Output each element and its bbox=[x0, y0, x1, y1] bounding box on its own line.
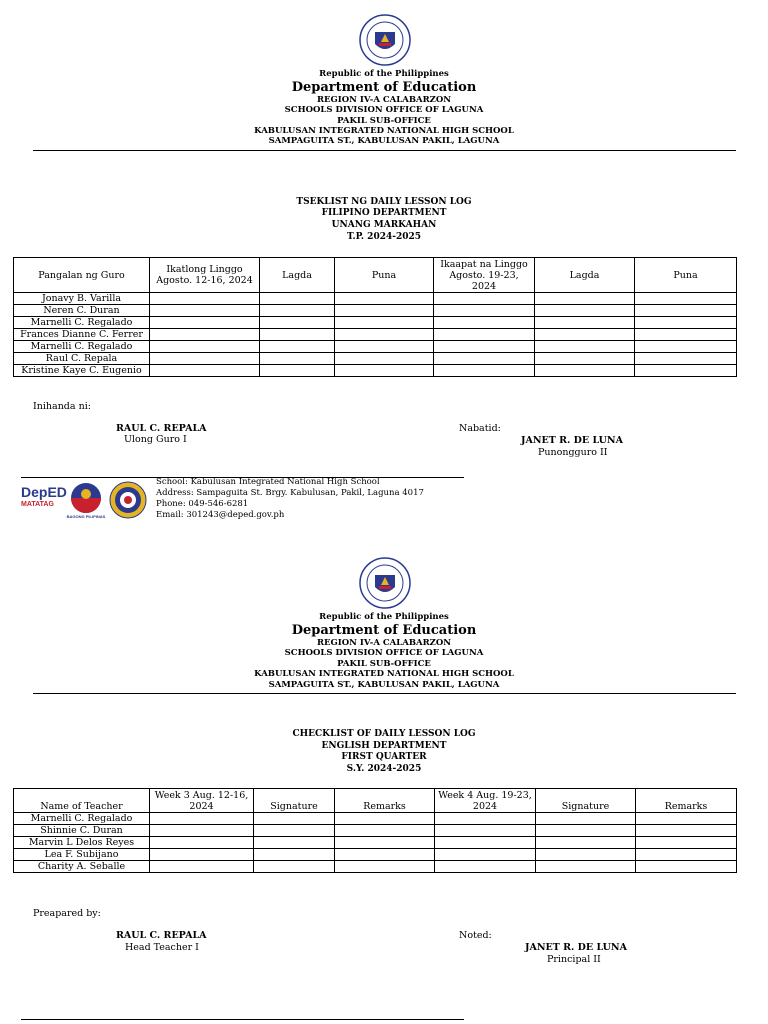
table-row bbox=[14, 293, 737, 305]
teacher-name: Charity A. Seballe bbox=[14, 861, 150, 873]
cell[interactable] bbox=[150, 861, 254, 873]
teacher-name: Raul C. Repala bbox=[14, 353, 150, 365]
header-region: REGION IV-A CALABARZON bbox=[316, 95, 452, 105]
preparer-name: RAUL C. REPALA bbox=[116, 930, 207, 941]
cell[interactable] bbox=[535, 305, 635, 317]
teacher-name: Marnelli C. Regalado bbox=[14, 813, 150, 825]
column-header: Ikaapat na Linggo Agosto. 19-23, 2024 bbox=[434, 258, 535, 293]
column-header: Week 3 Aug. 12-16, 2024 bbox=[150, 789, 254, 813]
cell[interactable] bbox=[635, 341, 737, 353]
cell[interactable] bbox=[535, 293, 635, 305]
table-row bbox=[14, 825, 737, 837]
header-country: Republic of the Philippines bbox=[319, 612, 449, 622]
cell[interactable] bbox=[150, 341, 260, 353]
noter-title: Punongguro II bbox=[538, 447, 608, 458]
cell[interactable] bbox=[335, 317, 434, 329]
teacher-name: Lea F. Subijano bbox=[14, 849, 150, 861]
school-seal-icon bbox=[109, 481, 147, 519]
cell[interactable] bbox=[434, 305, 535, 317]
footer-phone: Phone: 049-546-6281 bbox=[156, 499, 249, 509]
cell[interactable] bbox=[150, 849, 254, 861]
cell[interactable] bbox=[150, 365, 260, 377]
cell[interactable] bbox=[335, 825, 435, 837]
cell[interactable] bbox=[150, 317, 260, 329]
eng-title-2: ENGLISH DEPARTMENT bbox=[321, 741, 447, 751]
noter-name: JANET R. DE LUNA bbox=[525, 942, 627, 953]
eng-title-4: S.Y. 2024-2025 bbox=[346, 764, 422, 774]
teacher-name: Shinnie C. Duran bbox=[14, 825, 150, 837]
header-address: SAMPAGUITA ST., KABULUSAN PAKIL, LAGUNA bbox=[268, 680, 500, 690]
footer-address: Address: Sampaguita St. Brgy. Kabulusan, Pakil, Laguna 4017 bbox=[156, 488, 424, 498]
noter-title: Principal II bbox=[547, 954, 601, 965]
cell[interactable] bbox=[260, 317, 335, 329]
fil-title-4: T.P. 2024-2025 bbox=[346, 232, 422, 242]
column-header: Remarks bbox=[636, 789, 737, 813]
table-row bbox=[14, 813, 737, 825]
noted-label: Noted: bbox=[459, 930, 492, 941]
table-row bbox=[14, 317, 737, 329]
footer-email[interactable]: Email: 301243@deped.gov.ph bbox=[156, 510, 285, 520]
cell[interactable] bbox=[260, 305, 335, 317]
header-rule bbox=[33, 150, 736, 151]
cell[interactable] bbox=[536, 861, 636, 873]
cell[interactable] bbox=[434, 341, 535, 353]
table-header-row bbox=[14, 789, 737, 813]
cell[interactable] bbox=[335, 849, 435, 861]
cell[interactable] bbox=[335, 813, 435, 825]
cell[interactable] bbox=[636, 825, 737, 837]
bagong-pilipinas-logo-icon bbox=[70, 482, 102, 514]
table-row bbox=[14, 849, 737, 861]
column-header: Signature bbox=[254, 789, 335, 813]
footer-school: School: Kabulusan Integrated National High School bbox=[156, 477, 380, 487]
table-row bbox=[14, 353, 737, 365]
teacher-name: Marnelli C. Regalado bbox=[14, 341, 150, 353]
cell[interactable] bbox=[635, 305, 737, 317]
cell[interactable] bbox=[434, 317, 535, 329]
cell[interactable] bbox=[535, 353, 635, 365]
teacher-name: Marnelli C. Regalado bbox=[14, 317, 150, 329]
column-header: Signature bbox=[536, 789, 636, 813]
cell[interactable] bbox=[435, 861, 536, 873]
column-header: Ikatlong Linggo Agosto. 12-16, 2024 bbox=[150, 258, 260, 293]
header-department: Department of Education bbox=[291, 80, 477, 95]
teacher-name: Frances Dianne C. Ferrer bbox=[14, 329, 150, 341]
cell[interactable] bbox=[150, 293, 260, 305]
preparer-title: Ulong Guro I bbox=[124, 434, 187, 445]
bagong-pilipinas-text: BAGONG PILIPINAS bbox=[66, 514, 106, 519]
cell[interactable] bbox=[636, 813, 737, 825]
teacher-name: Neren C. Duran bbox=[14, 305, 150, 317]
cell[interactable] bbox=[535, 365, 635, 377]
preparer-title: Head Teacher I bbox=[125, 942, 199, 953]
cell[interactable] bbox=[636, 837, 737, 849]
teacher-name: Kristine Kaye C. Eugenio bbox=[14, 365, 150, 377]
column-header: Remarks bbox=[335, 789, 435, 813]
cell[interactable] bbox=[254, 849, 335, 861]
column-header: Puna bbox=[335, 258, 434, 293]
header-school: KABULUSAN INTEGRATED NATIONAL HIGH SCHOOL bbox=[254, 669, 514, 679]
english-checklist-table bbox=[13, 788, 737, 873]
cell[interactable] bbox=[636, 861, 737, 873]
teacher-name: Marvin L Delos Reyes bbox=[14, 837, 150, 849]
deped-seal-icon bbox=[359, 557, 411, 609]
eng-title-1: CHECKLIST OF DAILY LESSON LOG bbox=[292, 729, 476, 739]
cell[interactable] bbox=[260, 353, 335, 365]
cell[interactable] bbox=[260, 365, 335, 377]
header-division: SCHOOLS DIVISION OFFICE OF LAGUNA bbox=[284, 105, 484, 115]
cell[interactable] bbox=[434, 329, 535, 341]
cell[interactable] bbox=[335, 329, 434, 341]
prepared-label: Inihanda ni: bbox=[33, 401, 91, 412]
cell[interactable] bbox=[260, 293, 335, 305]
column-header: Lagda bbox=[535, 258, 635, 293]
cell[interactable] bbox=[434, 353, 535, 365]
cell[interactable] bbox=[260, 329, 335, 341]
cell[interactable] bbox=[335, 293, 434, 305]
cell[interactable] bbox=[150, 825, 254, 837]
deped-seal-icon bbox=[359, 14, 411, 66]
cell[interactable] bbox=[535, 317, 635, 329]
table-row bbox=[14, 861, 737, 873]
cell[interactable] bbox=[150, 305, 260, 317]
column-header: Name of Teacher bbox=[14, 789, 150, 813]
filipino-checklist-table bbox=[13, 257, 737, 377]
header-region: REGION IV-A CALABARZON bbox=[316, 638, 452, 648]
cell[interactable] bbox=[434, 293, 535, 305]
cell[interactable] bbox=[254, 813, 335, 825]
table-row bbox=[14, 341, 737, 353]
column-header: Lagda bbox=[260, 258, 335, 293]
cell[interactable] bbox=[335, 837, 435, 849]
header-suboffice: PAKIL SUB-OFFICE bbox=[337, 659, 431, 669]
column-header: Puna bbox=[635, 258, 737, 293]
cell[interactable] bbox=[150, 353, 260, 365]
deped-matatag-logo bbox=[21, 484, 67, 520]
header-rule bbox=[33, 693, 736, 694]
cell[interactable] bbox=[254, 837, 335, 849]
header-address: SAMPAGUITA ST., KABULUSAN PAKIL, LAGUNA bbox=[268, 136, 500, 146]
cell[interactable] bbox=[254, 825, 335, 837]
teacher-name: Jonavy B. Varilla bbox=[14, 293, 150, 305]
cell[interactable] bbox=[536, 813, 636, 825]
cell[interactable] bbox=[636, 849, 737, 861]
cell[interactable] bbox=[635, 353, 737, 365]
table-row bbox=[14, 305, 737, 317]
cell[interactable] bbox=[635, 317, 737, 329]
cell[interactable] bbox=[335, 341, 434, 353]
cell[interactable] bbox=[536, 849, 636, 861]
cell[interactable] bbox=[635, 293, 737, 305]
cell[interactable] bbox=[435, 825, 536, 837]
noted-label: Nabatid: bbox=[459, 423, 501, 434]
fil-title-2: FILIPINO DEPARTMENT bbox=[321, 208, 447, 218]
cell[interactable] bbox=[254, 861, 335, 873]
matatag-logo-text: MATATAG bbox=[21, 501, 54, 508]
header-country: Republic of the Philippines bbox=[319, 69, 449, 79]
cell[interactable] bbox=[150, 329, 260, 341]
cell[interactable] bbox=[535, 341, 635, 353]
cell[interactable] bbox=[150, 837, 254, 849]
cell[interactable] bbox=[335, 365, 434, 377]
header-division: SCHOOLS DIVISION OFFICE OF LAGUNA bbox=[284, 648, 484, 658]
cell[interactable] bbox=[335, 353, 434, 365]
fil-title-1: TSEKLIST NG DAILY LESSON LOG bbox=[296, 197, 472, 207]
cell[interactable] bbox=[435, 837, 536, 849]
table-row bbox=[14, 329, 737, 341]
preparer-name: RAUL C. REPALA bbox=[116, 423, 207, 434]
header-department: Department of Education bbox=[291, 623, 477, 638]
cell[interactable] bbox=[536, 837, 636, 849]
cell[interactable] bbox=[335, 305, 434, 317]
eng-title-3: FIRST QUARTER bbox=[341, 752, 427, 762]
prepared-label: Preapared by: bbox=[33, 908, 101, 919]
footer-rule bbox=[21, 1019, 464, 1020]
fil-title-3: UNANG MARKAHAN bbox=[331, 220, 437, 230]
cell[interactable] bbox=[435, 849, 536, 861]
noter-name: JANET R. DE LUNA bbox=[521, 435, 623, 446]
cell[interactable] bbox=[635, 365, 737, 377]
table-header-row bbox=[14, 258, 737, 293]
header-school: KABULUSAN INTEGRATED NATIONAL HIGH SCHOOL bbox=[254, 126, 514, 136]
deped-logo-text: DepED bbox=[21, 484, 67, 500]
cell[interactable] bbox=[150, 813, 254, 825]
cell[interactable] bbox=[434, 365, 535, 377]
table-row bbox=[14, 365, 737, 377]
cell[interactable] bbox=[535, 329, 635, 341]
cell[interactable] bbox=[335, 861, 435, 873]
cell[interactable] bbox=[260, 341, 335, 353]
column-header: Week 4 Aug. 19-23, 2024 bbox=[435, 789, 536, 813]
cell[interactable] bbox=[536, 825, 636, 837]
column-header: Pangalan ng Guro bbox=[14, 258, 150, 293]
cell[interactable] bbox=[635, 329, 737, 341]
table-row bbox=[14, 837, 737, 849]
header-suboffice: PAKIL SUB-OFFICE bbox=[337, 116, 431, 126]
cell[interactable] bbox=[435, 813, 536, 825]
